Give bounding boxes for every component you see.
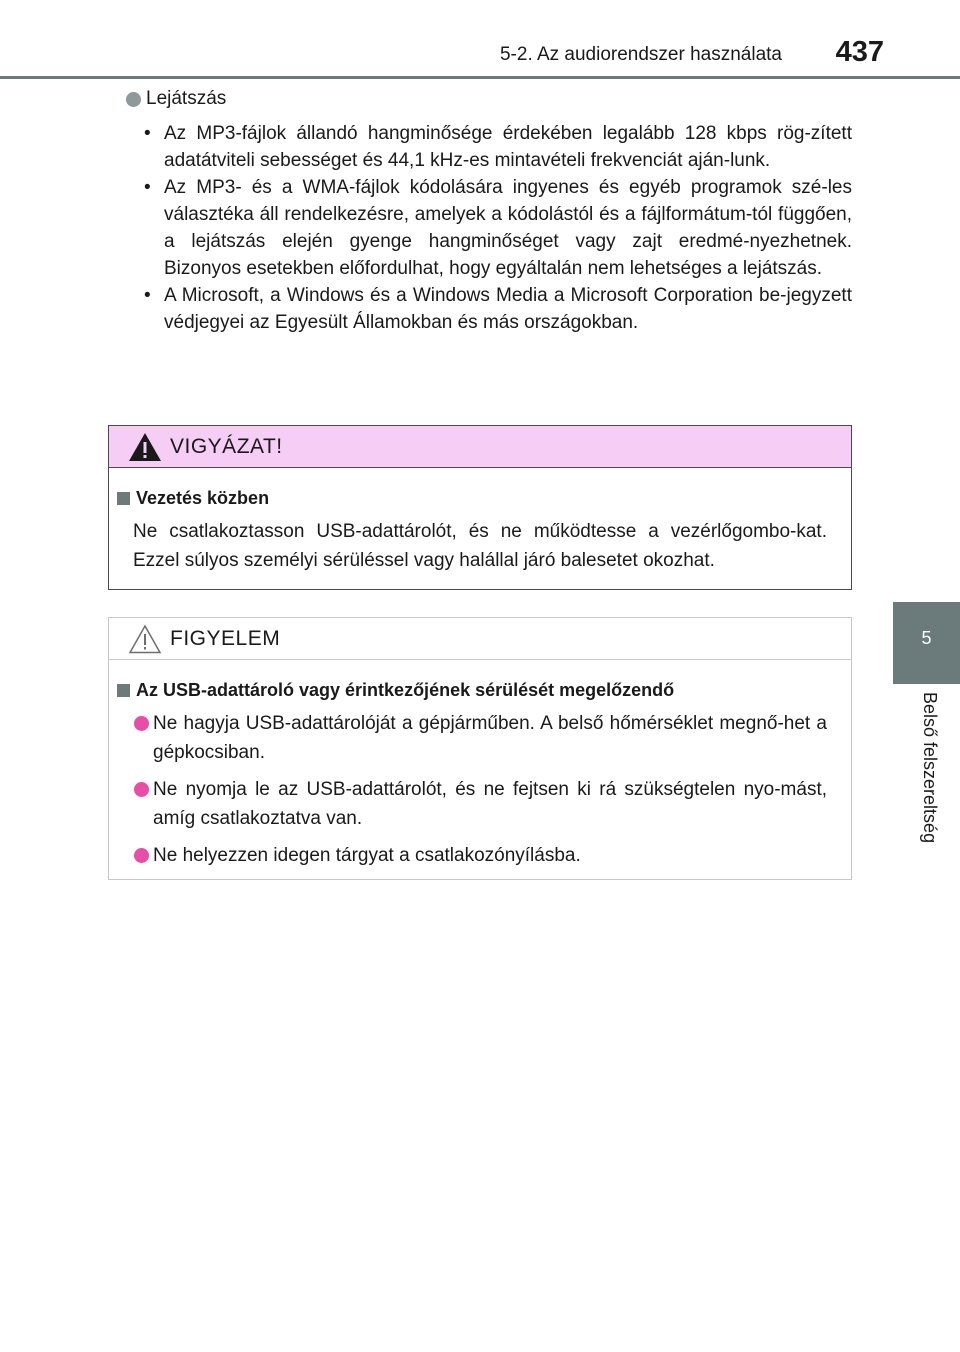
bullet-marker: • [144,123,151,144]
bullet-marker: • [144,285,151,306]
list-item: Ne helyezzen idegen tárgyat a csatlakozónyílásba. [109,841,851,870]
list-item: • A Microsoft, a Windows és a Windows Media a Microsoft Corporation be-jegyzett védjegyei az Egyesült Államokban és más országokban. [108,282,852,336]
list-item: • Az MP3- és a WMA-fájlok kódolására ingyenes és egyéb programok szé-les választéka áll rendelkezésre, amelyek a kódolástól és a fájlformátum-tól függően, a lejátszás elején gyenge hangminőséget vagy zajt eredmé-nyezhetnek. Bizonyos esetekben előfordulhat, hogy egyáltalán nem lehetséges a lejátszás. [108,174,852,282]
bullet-marker: • [144,177,151,198]
header-rule [0,76,960,79]
playback-list [108,120,852,336]
caution-title: FIGYELEM [170,626,281,650]
playback-heading: Lejátszás [146,88,227,109]
caution-subheading-row [117,680,851,701]
chapter-number: 5 [921,628,932,648]
square-bullet-icon [117,684,130,697]
warning-box [108,425,852,590]
gray-dot-icon [126,92,141,107]
warning-header [109,426,851,468]
warning-text: Ne csatlakoztasson USB-adattárolót, és ne működtesse a vezérlőgombo-kat. Ezzel súlyos személyi sérüléssel vagy halállal járó balesetet okozhat. [133,521,827,571]
header-section-title: 5-2. Az audiorendszer használata [499,44,782,65]
pink-dot-icon [134,848,149,863]
list-item: • Az MP3-fájlok állandó hangminősége érdekében legalább 128 kbps rög-zített adatátviteli sebességet és 44,1 kHz-es mintavételi frekvenciát aján-lunk. [108,120,852,174]
caution-list [109,709,851,870]
warning-subheading: Vezetés közben [136,488,270,508]
caution-box [108,617,852,880]
playback-section [108,88,852,336]
warning-subheading-row [117,488,851,509]
page-number: 437 [835,36,884,68]
warning-triangle-icon [128,432,162,462]
pink-dot-icon [134,716,149,731]
warning-title: VIGYÁZAT! [170,434,283,458]
list-item: Ne nyomja le az USB-adattárolót, és ne fejtsen ki rá szükségtelen nyo-mást, amíg csatlakoztatva van. [109,775,851,833]
list-item: Ne hagyja USB-adattárolóját a gépjárműben. A belső hőmérséklet megnő-het a gépkocsiban. [109,709,851,767]
chapter-tab [893,602,960,684]
pink-dot-icon [134,782,149,797]
caution-triangle-icon [128,624,162,654]
caution-subheading: Az USB-adattároló vagy érintkezőjének sérülését megelőzendő [136,680,675,700]
caution-header [109,618,851,660]
square-bullet-icon [117,492,130,505]
chapter-label: Belső felszereltség [920,692,940,844]
playback-heading-row [126,88,852,110]
